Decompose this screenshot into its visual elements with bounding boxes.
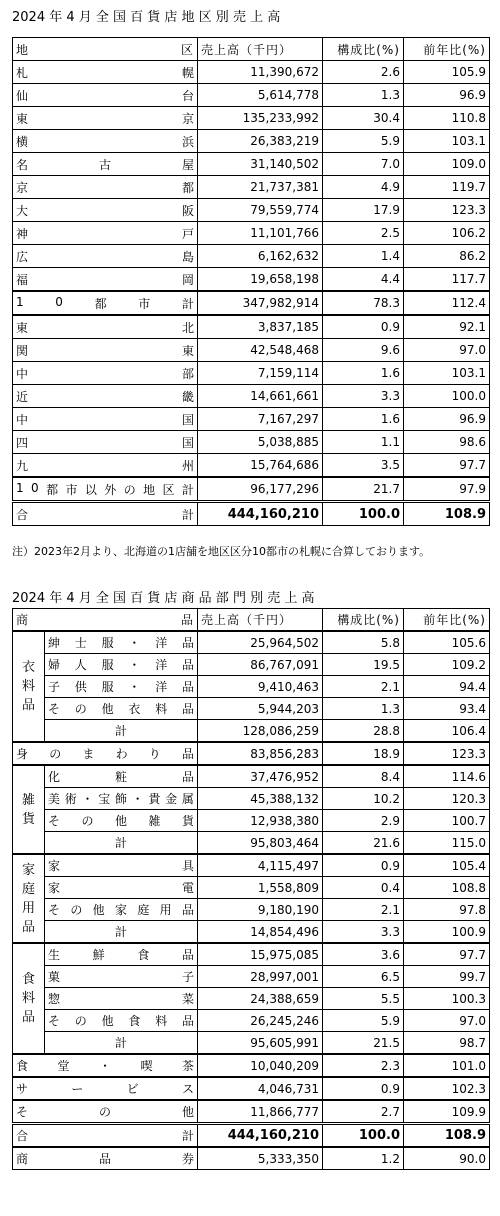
region-name: 四 国 (13, 431, 198, 454)
table-row (13, 654, 490, 676)
table-row (13, 477, 490, 502)
share-value: 21.6 (323, 832, 404, 855)
header-share: 構成比(%) (323, 609, 404, 632)
yoy-value: 105.6 (404, 631, 490, 654)
share-value: 3.5 (323, 454, 404, 478)
sales-value: 11,866,777 (198, 1100, 323, 1124)
table-row (13, 199, 490, 222)
yoy-value: 97.0 (404, 1010, 490, 1032)
region-name: 中 国 (13, 408, 198, 431)
share-value: 1.4 (323, 245, 404, 268)
share-value: 5.9 (323, 1010, 404, 1032)
sales-value: 24,388,659 (198, 988, 323, 1010)
category-name: 子 供 服 ・ 洋 品 (45, 676, 198, 698)
subtotal-label: 計 (45, 832, 198, 855)
header-sales: 売上高（千円） (198, 609, 323, 632)
table-row (13, 268, 490, 292)
sales-value: 12,938,380 (198, 810, 323, 832)
share-value: 4.9 (323, 176, 404, 199)
sales-value: 347,982,914 (198, 291, 323, 315)
yoy-value: 97.7 (404, 943, 490, 966)
table-row (13, 291, 490, 315)
table-row (13, 1010, 490, 1032)
table-row (13, 943, 490, 966)
share-value: 0.9 (323, 854, 404, 877)
share-value: 100.0 (323, 1124, 404, 1148)
share-value: 3.3 (323, 385, 404, 408)
yoy-value: 120.3 (404, 788, 490, 810)
table-row (13, 339, 490, 362)
category-name: そ の 他 家 庭 用 品 (45, 899, 198, 921)
share-value: 17.9 (323, 199, 404, 222)
table-row (13, 130, 490, 153)
table-row (13, 966, 490, 988)
category-name: そ の 他 衣 料 品 (45, 698, 198, 720)
table-row (13, 245, 490, 268)
yoy-value: 100.0 (404, 385, 490, 408)
category-sales-table (12, 608, 490, 1170)
subtotal-row (13, 832, 490, 855)
region-name: 合 計 (13, 502, 198, 526)
share-value: 6.5 (323, 966, 404, 988)
yoy-value: 119.7 (404, 176, 490, 199)
yoy-value: 108.9 (404, 1124, 490, 1148)
table-row (13, 877, 490, 899)
sales-value: 42,548,468 (198, 339, 323, 362)
yoy-value: 102.3 (404, 1077, 490, 1100)
share-value: 4.4 (323, 268, 404, 292)
table-row (13, 84, 490, 107)
table-row (13, 698, 490, 720)
table-row (13, 362, 490, 385)
category-name: 美 術 ・ 宝 飾 ・ 貴 金 属 (45, 788, 198, 810)
sales-value: 95,803,464 (198, 832, 323, 855)
table-row (13, 385, 490, 408)
header-yoy: 前年比(%) (404, 609, 490, 632)
subtotal-label: 計 (45, 720, 198, 743)
yoy-value: 114.6 (404, 765, 490, 788)
share-value: 5.5 (323, 988, 404, 1010)
share-value: 1.6 (323, 362, 404, 385)
sales-value: 21,737,381 (198, 176, 323, 199)
table-row (13, 315, 490, 339)
sales-value: 444,160,210 (198, 502, 323, 526)
yoy-value: 101.0 (404, 1054, 490, 1077)
share-value: 9.6 (323, 339, 404, 362)
sales-value: 79,559,774 (198, 199, 323, 222)
share-value: 1.6 (323, 408, 404, 431)
sales-value: 15,764,686 (198, 454, 323, 478)
sales-value: 83,856,283 (198, 742, 323, 765)
share-value: 2.6 (323, 61, 404, 84)
share-value: 8.4 (323, 765, 404, 788)
yoy-value: 90.0 (404, 1147, 490, 1170)
share-value: 0.9 (323, 315, 404, 339)
subtotal-row (13, 1032, 490, 1055)
category-table-title: 2024 年 4 月 全 国 百 貨 店 商 品 部 門 別 売 上 高 (12, 591, 315, 606)
category-name: そ の 他 雑 貨 (45, 810, 198, 832)
share-value: 5.9 (323, 130, 404, 153)
table-row (13, 1077, 490, 1100)
table-row (13, 61, 490, 84)
sales-value: 444,160,210 (198, 1124, 323, 1148)
sales-value: 11,101,766 (198, 222, 323, 245)
yoy-value: 109.2 (404, 654, 490, 676)
table-row (13, 854, 490, 877)
region-name: 関 東 (13, 339, 198, 362)
sales-value: 4,115,497 (198, 854, 323, 877)
subtotal-label: 計 (45, 1032, 198, 1055)
share-value: 0.9 (323, 1077, 404, 1100)
yoy-value: 100.3 (404, 988, 490, 1010)
sales-value: 135,233,992 (198, 107, 323, 130)
subtotal-row (13, 921, 490, 944)
yoy-value: 110.8 (404, 107, 490, 130)
sales-value: 15,975,085 (198, 943, 323, 966)
share-value: 3.3 (323, 921, 404, 944)
yoy-value: 109.9 (404, 1100, 490, 1124)
sales-value: 25,964,502 (198, 631, 323, 654)
yoy-value: 123.3 (404, 199, 490, 222)
subtotal-label: 計 (45, 921, 198, 944)
region-name: 1 0 都 市 計 (13, 291, 198, 315)
share-value: 1.2 (323, 1147, 404, 1170)
yoy-value: 96.9 (404, 408, 490, 431)
share-value: 2.1 (323, 899, 404, 921)
sales-value: 5,038,885 (198, 431, 323, 454)
share-value: 2.5 (323, 222, 404, 245)
table-row (13, 454, 490, 478)
share-value: 2.3 (323, 1054, 404, 1077)
share-value: 21.7 (323, 477, 404, 502)
header-item: 商 品 (13, 609, 198, 632)
yoy-value: 103.1 (404, 362, 490, 385)
sales-value: 11,390,672 (198, 61, 323, 84)
yoy-value: 98.7 (404, 1032, 490, 1055)
yoy-value: 112.4 (404, 291, 490, 315)
table-row (13, 1054, 490, 1077)
group-label: 食 料 品 (13, 943, 45, 1054)
region-name: 九 州 (13, 454, 198, 478)
table-row (13, 222, 490, 245)
region-name: 1 0 都 市 以 外 の 地 区 計 (13, 477, 198, 502)
share-value: 1.1 (323, 431, 404, 454)
yoy-value: 117.7 (404, 268, 490, 292)
region-name: 京 都 (13, 176, 198, 199)
table-row (13, 676, 490, 698)
table-row (13, 788, 490, 810)
sales-value: 128,086,259 (198, 720, 323, 743)
sales-value: 5,614,778 (198, 84, 323, 107)
category-name: 家 具 (45, 854, 198, 877)
sales-value: 5,333,350 (198, 1147, 323, 1170)
share-value: 2.1 (323, 676, 404, 698)
yoy-value: 98.6 (404, 431, 490, 454)
table-row (13, 988, 490, 1010)
header-region: 地 区 (13, 38, 198, 61)
category-name: そ の 他 (13, 1100, 198, 1124)
region-name: 横 浜 (13, 130, 198, 153)
yoy-value: 97.7 (404, 454, 490, 478)
sales-value: 10,040,209 (198, 1054, 323, 1077)
sales-value: 14,854,496 (198, 921, 323, 944)
sales-value: 7,167,297 (198, 408, 323, 431)
header-yoy: 前年比(%) (404, 38, 490, 61)
share-value: 28.8 (323, 720, 404, 743)
yoy-value: 105.4 (404, 854, 490, 877)
table-row (13, 1100, 490, 1124)
region-name: 広 島 (13, 245, 198, 268)
yoy-value: 103.1 (404, 130, 490, 153)
table-row (13, 810, 490, 832)
region-name: 東 北 (13, 315, 198, 339)
region-name: 近 畿 (13, 385, 198, 408)
sales-value: 28,997,001 (198, 966, 323, 988)
yoy-value: 106.2 (404, 222, 490, 245)
sales-value: 4,046,731 (198, 1077, 323, 1100)
share-value: 1.3 (323, 84, 404, 107)
share-value: 100.0 (323, 502, 404, 526)
category-name: 惣 菜 (45, 988, 198, 1010)
yoy-value: 92.1 (404, 315, 490, 339)
sales-value: 1,558,809 (198, 877, 323, 899)
table-row (13, 107, 490, 130)
share-value: 2.9 (323, 810, 404, 832)
yoy-value: 96.9 (404, 84, 490, 107)
category-name: 婦 人 服 ・ 洋 品 (45, 654, 198, 676)
share-value: 10.2 (323, 788, 404, 810)
yoy-value: 105.9 (404, 61, 490, 84)
sales-value: 14,661,661 (198, 385, 323, 408)
region-name: 神 戸 (13, 222, 198, 245)
table-row (13, 1147, 490, 1170)
region-name: 仙 台 (13, 84, 198, 107)
yoy-value: 100.7 (404, 810, 490, 832)
yoy-value: 93.4 (404, 698, 490, 720)
category-name: 食 堂 ・ 喫 茶 (13, 1054, 198, 1077)
category-name: 紳 士 服 ・ 洋 品 (45, 631, 198, 654)
yoy-value: 109.0 (404, 153, 490, 176)
category-name: 家 電 (45, 877, 198, 899)
sales-value: 5,944,203 (198, 698, 323, 720)
table-row (13, 631, 490, 654)
sales-value: 95,605,991 (198, 1032, 323, 1055)
share-value: 5.8 (323, 631, 404, 654)
table-row (13, 742, 490, 765)
yoy-value: 99.7 (404, 966, 490, 988)
yoy-value: 106.4 (404, 720, 490, 743)
share-value: 19.5 (323, 654, 404, 676)
share-value: 0.4 (323, 877, 404, 899)
category-name: 菓 子 (45, 966, 198, 988)
sales-value: 86,767,091 (198, 654, 323, 676)
sales-value: 19,658,198 (198, 268, 323, 292)
regional-sales-table (12, 37, 490, 526)
share-value: 1.3 (323, 698, 404, 720)
sales-value: 3,837,185 (198, 315, 323, 339)
yoy-value: 97.0 (404, 339, 490, 362)
yoy-value: 100.9 (404, 921, 490, 944)
category-name: 合 計 (13, 1124, 198, 1148)
regional-note: 注）2023年2月より、北海道の1店舗を地区区分10都市の札幌に合算しております。 (12, 545, 431, 558)
group-label: 雑 貨 (13, 765, 45, 854)
sales-value: 9,410,463 (198, 676, 323, 698)
header-sales: 売上高（千円） (198, 38, 323, 61)
share-value: 78.3 (323, 291, 404, 315)
table-row (13, 408, 490, 431)
sales-value: 37,476,952 (198, 765, 323, 788)
table-row (13, 176, 490, 199)
region-name: 東 京 (13, 107, 198, 130)
share-value: 7.0 (323, 153, 404, 176)
table-row (13, 502, 490, 526)
sales-value: 45,388,132 (198, 788, 323, 810)
table-row (13, 153, 490, 176)
yoy-value: 86.2 (404, 245, 490, 268)
share-value: 2.7 (323, 1100, 404, 1124)
sales-value: 31,140,502 (198, 153, 323, 176)
category-name: 化 粧 品 (45, 765, 198, 788)
region-name: 大 阪 (13, 199, 198, 222)
region-name: 福 岡 (13, 268, 198, 292)
table-row (13, 899, 490, 921)
sales-value: 96,177,296 (198, 477, 323, 502)
sales-value: 6,162,632 (198, 245, 323, 268)
category-name: サ ー ビ ス (13, 1077, 198, 1100)
yoy-value: 94.4 (404, 676, 490, 698)
yoy-value: 97.9 (404, 477, 490, 502)
group-label: 衣 料 品 (13, 631, 45, 742)
table-row (13, 765, 490, 788)
yoy-value: 123.3 (404, 742, 490, 765)
sales-value: 9,180,190 (198, 899, 323, 921)
region-name: 札 幌 (13, 61, 198, 84)
share-value: 21.5 (323, 1032, 404, 1055)
table-row (13, 431, 490, 454)
group-label: 家 庭 用 品 (13, 854, 45, 943)
category-name: そ の 他 食 料 品 (45, 1010, 198, 1032)
yoy-value: 108.8 (404, 877, 490, 899)
header-share: 構成比(%) (323, 38, 404, 61)
category-name: 商 品 券 (13, 1147, 198, 1170)
region-name: 中 部 (13, 362, 198, 385)
category-name: 生 鮮 食 品 (45, 943, 198, 966)
share-value: 3.6 (323, 943, 404, 966)
sales-value: 26,383,219 (198, 130, 323, 153)
yoy-value: 97.8 (404, 899, 490, 921)
subtotal-row (13, 720, 490, 743)
table-row (13, 1124, 490, 1148)
yoy-value: 115.0 (404, 832, 490, 855)
yoy-value: 108.9 (404, 502, 490, 526)
sales-value: 7,159,114 (198, 362, 323, 385)
category-name: 身 の ま わ り 品 (13, 742, 198, 765)
sales-value: 26,245,246 (198, 1010, 323, 1032)
share-value: 18.9 (323, 742, 404, 765)
share-value: 30.4 (323, 107, 404, 130)
region-name: 名 古 屋 (13, 153, 198, 176)
regional-table-title: 2024 年 4 月 全 国 百 貨 店 地 区 別 売 上 高 (12, 10, 281, 25)
